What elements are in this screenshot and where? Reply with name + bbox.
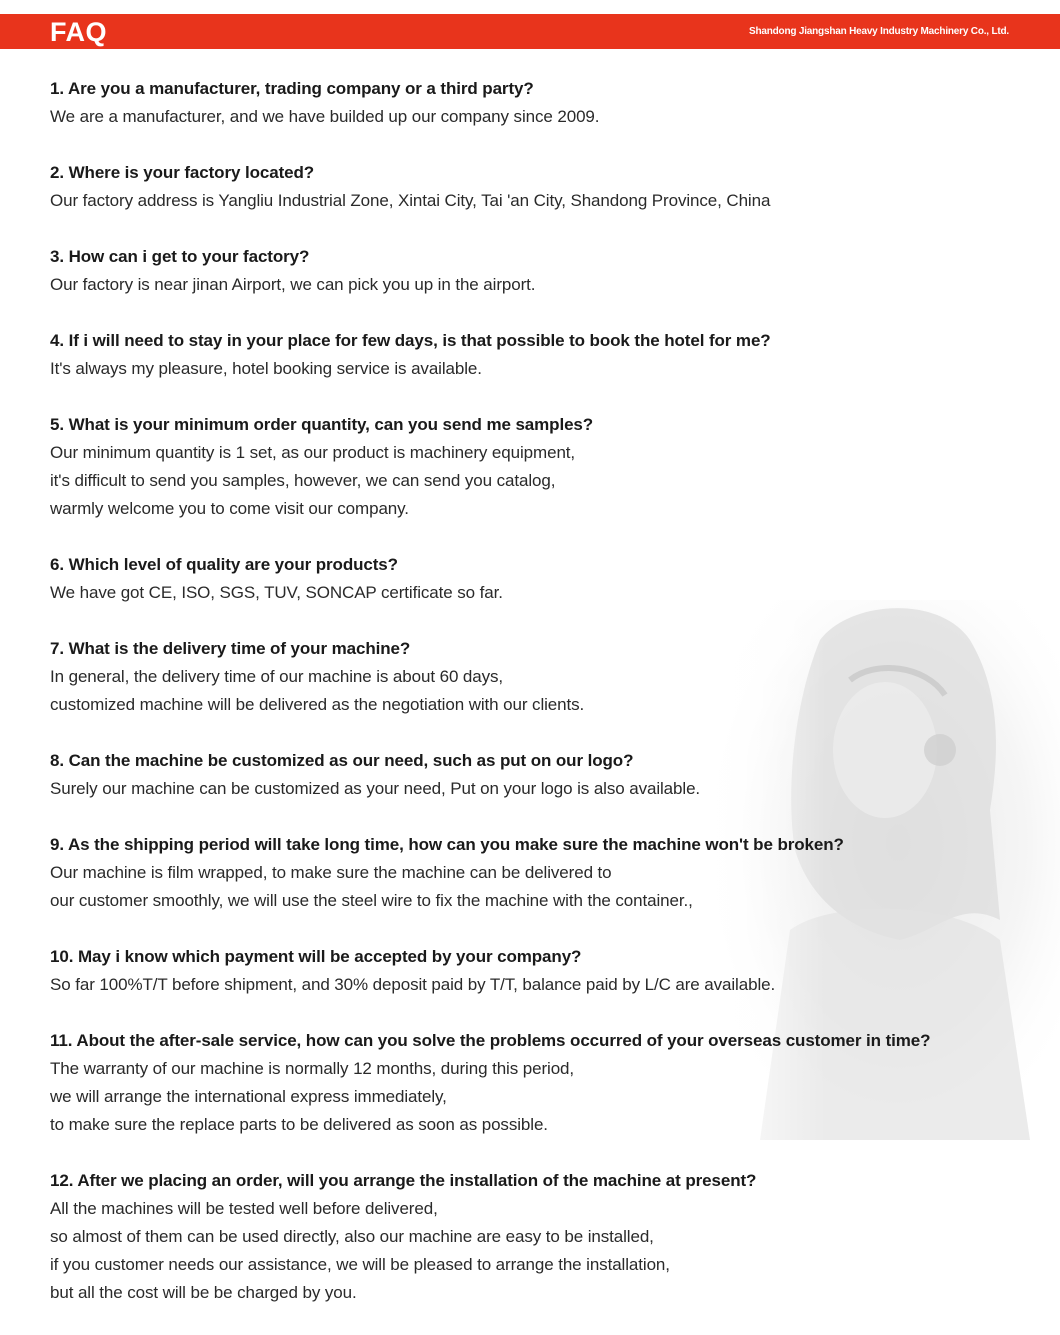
faq-answer-line: our customer smoothly, we will use the steel wire to fix the machine with the container., [50,891,693,910]
faq-item-12 [50,1167,1040,1307]
faq-item-7 [50,635,1040,719]
faq-item-2 [50,159,1040,215]
faq-answer-line: it's difficult to send you samples, however, we can send you catalog, [50,471,556,490]
faq-answer-line: we will arrange the international express immediately, [50,1087,447,1106]
faq-item-10 [50,943,1040,999]
faq-question: 4. If i will need to stay in your place for few days, is that possible to book the hotel for me? [50,331,771,350]
faq-question: 12. After we placing an order, will you arrange the installation of the machine at present? [50,1171,757,1190]
faq-item-6 [50,551,1040,607]
faq-answer-line: All the machines will be tested well before delivered, [50,1199,438,1218]
faq-item-8 [50,747,1040,803]
faq-item-4 [50,327,1040,383]
header-bar [0,14,1060,49]
faq-answer-line: It's always my pleasure, hotel booking service is available. [50,359,482,378]
page-title: FAQ [50,17,108,47]
faq-list [50,75,1040,1335]
faq-question: 8. Can the machine be customized as our need, such as put on our logo? [50,751,634,770]
faq-item-1 [50,75,1040,131]
faq-question: 9. As the shipping period will take long time, how can you make sure the machine won't be broken? [50,835,844,854]
faq-answer-line: Surely our machine can be customized as your need, Put on your logo is also available. [50,779,701,798]
faq-question: 10. May i know which payment will be accepted by your company? [50,947,582,966]
faq-answer-line: Our machine is film wrapped, to make sure the machine can be delivered to [50,863,612,882]
faq-answer-line: Our minimum quantity is 1 set, as our product is machinery equipment, [50,443,576,462]
faq-item-9 [50,831,1040,915]
faq-item-3 [50,243,1040,299]
faq-answer-line: The warranty of our machine is normally 12 months, during this period, [50,1059,575,1078]
faq-answer-line: if you customer needs our assistance, we will be pleased to arrange the installation, [50,1255,670,1274]
faq-question: 11. About the after-sale service, how can you solve the problems occurred of your overseas customer in time? [50,1031,931,1050]
faq-question: 5. What is your minimum order quantity, can you send me samples? [50,415,594,434]
faq-item-5 [50,411,1040,523]
faq-answer-line: to make sure the replace parts to be delivered as soon as possible. [50,1115,548,1134]
faq-answer-line: Our factory is near jinan Airport, we can pick you up in the airport. [50,275,536,294]
faq-answer-line: Our factory address is Yangliu Industrial Zone, Xintai City, Tai 'an City, Shandong Province, China [50,191,771,210]
faq-answer-line: warmly welcome you to come visit our company. [50,499,409,518]
faq-answer-line: We are a manufacturer, and we have builded up our company since 2009. [50,107,600,126]
faq-answer-line: so almost of them can be used directly, also our machine are easy to be installed, [50,1227,654,1246]
faq-question: 1. Are you a manufacturer, trading company or a third party? [50,79,534,98]
faq-question: 2. Where is your factory located? [50,163,315,182]
faq-answer-line: We have got CE, ISO, SGS, TUV, SONCAP certificate so far. [50,583,503,602]
company-name: Shandong Jiangshan Heavy Industry Machinery Co., Ltd. [748,26,1009,37]
faq-answer-line: In general, the delivery time of our machine is about 60 days, [50,667,504,686]
faq-question: 7. What is the delivery time of your machine? [50,639,411,658]
faq-answer-line: customized machine will be delivered as the negotiation with our clients. [50,695,585,714]
faq-answer-line: So far 100%T/T before shipment, and 30% deposit paid by T/T, balance paid by L/C are available. [50,975,776,994]
faq-item-11 [50,1027,1040,1139]
faq-question: 3. How can i get to your factory? [50,247,310,266]
faq-answer-line: but all the cost will be be charged by you. [50,1283,357,1302]
faq-question: 6. Which level of quality are your products? [50,555,398,574]
